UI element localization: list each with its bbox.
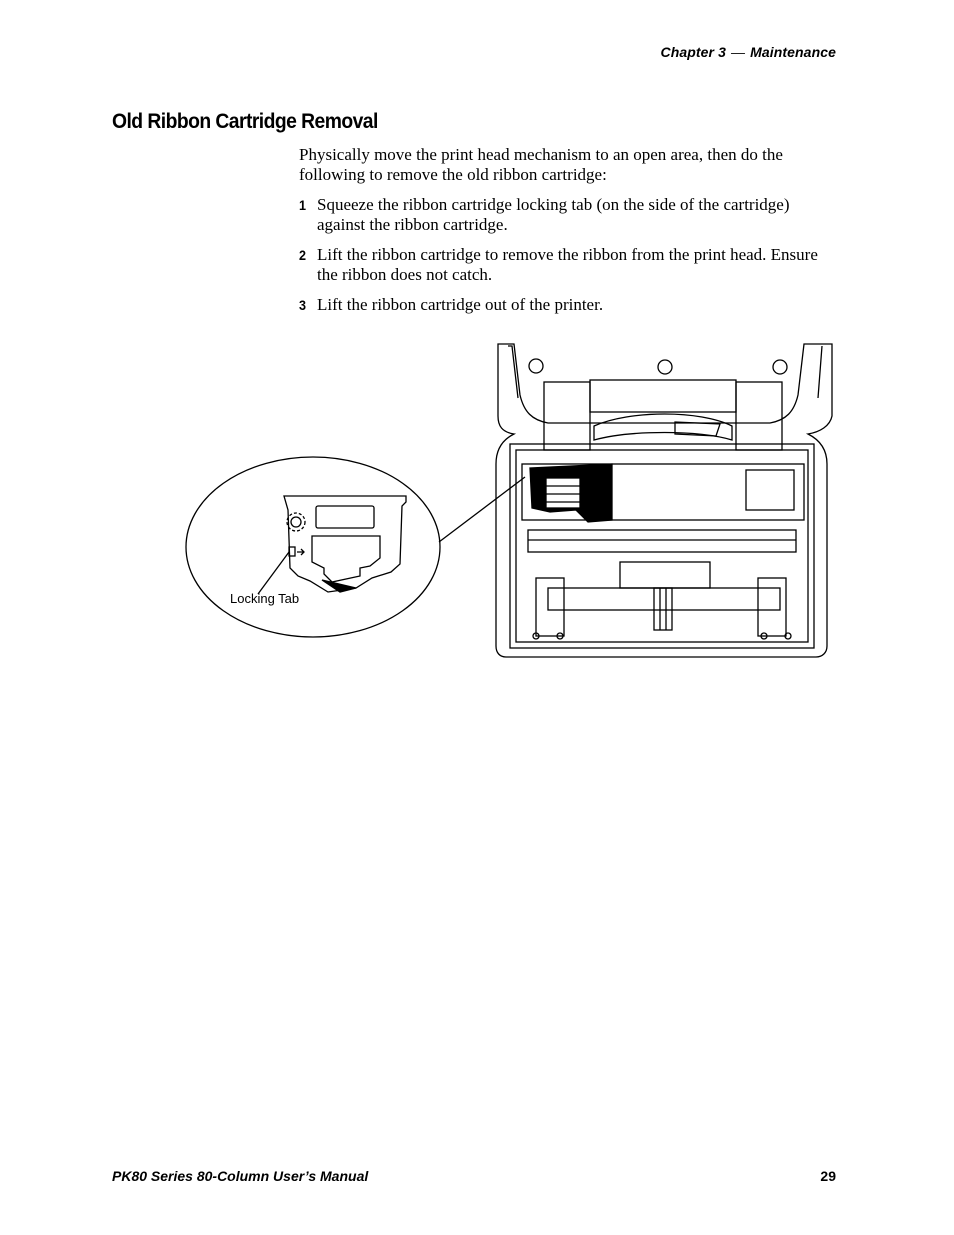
step-number: 1	[299, 197, 307, 213]
locking-tab-pointer	[258, 552, 289, 594]
step-text: Lift the ribbon cartridge out of the printer.	[317, 295, 604, 314]
printer-line-drawing	[180, 340, 840, 662]
step-list	[299, 195, 839, 315]
step-number: 2	[299, 247, 307, 263]
printer-illustration	[180, 340, 840, 662]
print-head-carriage	[530, 464, 612, 522]
step-text: Lift the ribbon cartridge to remove the ribbon from the print head. Ensure the ribbon does not catch.	[317, 245, 818, 284]
chapter-label: Chapter 3	[660, 44, 726, 60]
section-title: Old Ribbon Cartridge Removal	[112, 110, 378, 133]
page-number: 29	[820, 1168, 836, 1184]
section-body	[299, 145, 839, 325]
locking-tab-callout: Locking Tab	[230, 591, 300, 606]
header-separator: —	[730, 44, 746, 60]
step-text: Squeeze the ribbon cartridge locking tab (on the side of the cartridge) against the ribbon cartridge.	[317, 195, 790, 234]
step-item	[299, 295, 839, 315]
running-header	[661, 44, 837, 60]
intro-paragraph: Physically move the print head mechanism to an open area, then do the following to remove the old ribbon cartridge:	[299, 145, 783, 184]
footer-manual-title: PK80 Series 80-Column User’s Manual	[112, 1168, 369, 1184]
step-item	[299, 245, 839, 285]
leader-line	[439, 477, 525, 542]
chapter-title: Maintenance	[750, 44, 836, 60]
step-item	[299, 195, 839, 235]
step-number: 3	[299, 297, 307, 313]
ribbon-cartridge-detail	[284, 496, 406, 592]
detail-inset-circle	[186, 457, 440, 637]
